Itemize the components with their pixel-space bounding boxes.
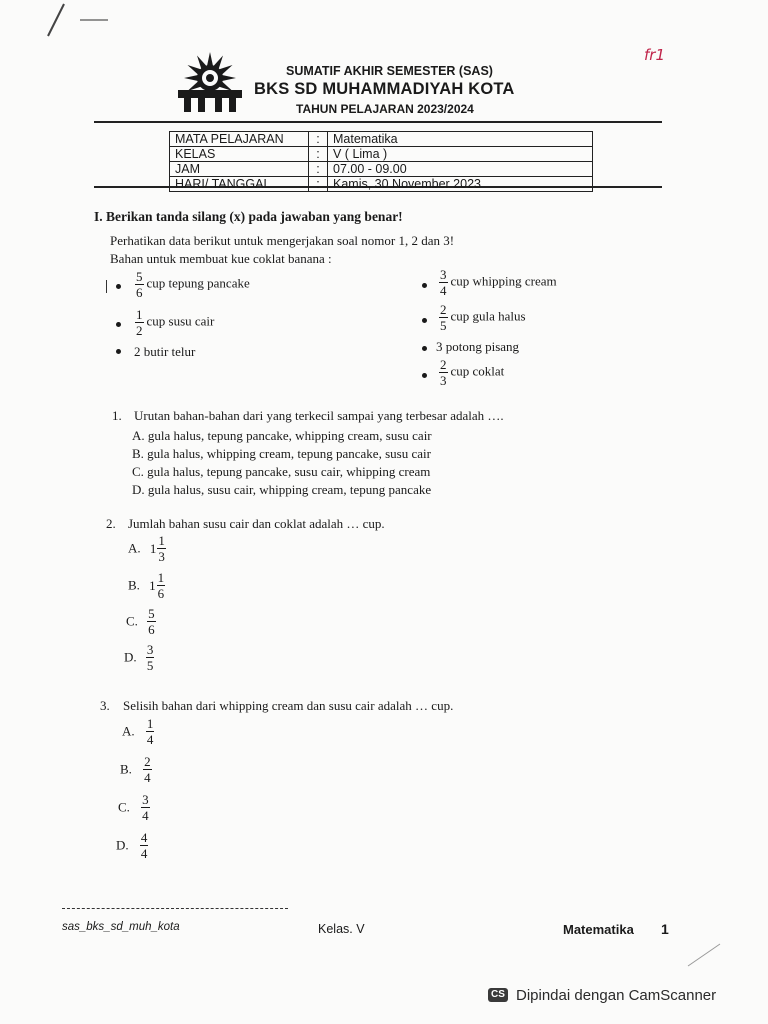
fraction: $\frac{3}{4}$ — [440, 267, 447, 298]
camscanner-watermark — [488, 986, 716, 1004]
fraction: $\frac{5}{6}$ — [148, 606, 155, 637]
question-2-text: Jumlah bahan susu cair dan coklat adalah … cup. — [128, 516, 385, 531]
question-2-number: 2. — [106, 516, 116, 531]
fraction: $\frac{1}{6}$ — [157, 570, 165, 601]
info-value: V ( Lima ) — [328, 147, 593, 162]
info-sep: : — [309, 162, 328, 177]
ingredient-pisang: 3 potong pisang — [436, 339, 520, 354]
section-intro-ingredients: Bahan untuk membuat kue coklat banana : — [110, 251, 332, 266]
watermark-text: Dipindai dengan CamScanner — [516, 986, 717, 1004]
fraction: $\frac{2}{3}$ — [440, 357, 447, 388]
footer-class: Kelas. V — [318, 922, 365, 936]
question-3-number: 3. — [100, 698, 110, 713]
camscanner-logo-icon: CS — [488, 988, 508, 1002]
section-title: I. Berikan tanda silang (x) pada jawaban yang benar! — [94, 209, 403, 224]
exam-info-table — [169, 131, 593, 192]
footer-code: sas_bks_sd_muh_kota — [62, 921, 180, 933]
fraction: $\frac{3}{5}$ — [146, 642, 154, 673]
q2-option-d[interactable]: D. $\frac{3}{5}$ — [124, 642, 154, 673]
q3-option-d[interactable]: D. $\frac{4}{4}$ — [116, 830, 148, 861]
fraction: $\frac{4}{4}$ — [140, 830, 148, 861]
info-row-time — [170, 162, 593, 177]
question-1-text: Urutan bahan-bahan dari yang terkecil sampai yang terbesar adalah …. — [134, 408, 504, 423]
footer-rule — [62, 908, 288, 909]
q1-option-b[interactable]: B. gula halus, whipping cream, tepung pancake, susu cair — [132, 446, 431, 461]
muhammadiyah-logo-icon — [172, 50, 248, 114]
info-sep: : — [309, 147, 328, 162]
ingredient-susu: $\frac{1}{2}$ cup susu cair — [136, 307, 215, 338]
bullet-icon — [116, 284, 121, 289]
q3-option-a[interactable]: A. $\frac{1}{4}$ — [122, 716, 154, 747]
bullet-icon — [422, 283, 427, 288]
handwritten-mark: fr1 — [644, 46, 665, 64]
q1-option-a[interactable]: A. gula halus, tepung pancake, whipping cream, susu cair — [132, 428, 432, 443]
info-value: 07.00 - 09.00 — [328, 162, 593, 177]
pen-mark — [106, 280, 107, 293]
ingredient-gula: $\frac{2}{5}$ cup gula halus — [440, 302, 526, 333]
bullet-icon — [116, 349, 121, 354]
bullet-icon — [116, 322, 121, 327]
info-row-subject — [170, 132, 593, 147]
info-value: Matematika — [328, 132, 593, 147]
info-label: JAM — [170, 162, 309, 177]
info-label: MATA PELAJARAN — [170, 132, 309, 147]
info-sep: : — [309, 177, 328, 192]
q2-option-a[interactable]: A. 1 $\frac{1}{3}$ — [128, 533, 165, 564]
ingredient-tepung: $\frac{5}{6}$ cup tepung pancake — [136, 269, 250, 300]
fraction: $\frac{1}{2}$ — [136, 307, 143, 338]
bullet-icon — [422, 373, 427, 378]
exam-title: SUMATIF AKHIR SEMESTER (SAS) — [286, 64, 493, 78]
ingredient-telur: 2 butir telur — [134, 344, 196, 359]
academic-year: TAHUN PELAJARAN 2023/2024 — [296, 102, 474, 116]
fraction: $\frac{1}{4}$ — [146, 716, 154, 747]
fraction: $\frac{3}{4}$ — [142, 792, 149, 823]
question-1-number: 1. — [112, 408, 122, 423]
info-sep: : — [309, 132, 328, 147]
info-label: HARI/ TANGGAL — [170, 177, 309, 192]
info-value: Kamis, 30 November 2023 — [328, 177, 593, 192]
fraction: $\frac{5}{6}$ — [136, 269, 143, 300]
fraction: $\frac{2}{5}$ — [440, 302, 447, 333]
scan-corner-marks — [680, 940, 730, 970]
q1-option-c[interactable]: C. gula halus, tepung pancake, susu cair, whipping cream — [132, 464, 431, 479]
school-title: BKS SD MUHAMMADIYAH KOTA — [254, 80, 515, 98]
q2-option-c[interactable]: C. $\frac{5}{6}$ — [126, 606, 155, 637]
info-row-date — [170, 177, 593, 192]
section-intro: Perhatikan data berikut untuk mengerjakan soal nomor 1, 2 dan 3! — [110, 233, 455, 248]
footer-subject: Matematika — [563, 922, 634, 937]
page-number: 1 — [661, 921, 669, 937]
info-row-class — [170, 147, 593, 162]
q1-option-d[interactable]: D. gula halus, susu cair, whipping cream, tepung pancake — [132, 482, 432, 497]
header-rule-top — [94, 121, 662, 123]
info-label: KELAS — [170, 147, 309, 162]
scan-corner-marks — [0, 0, 130, 50]
q2-option-b[interactable]: B. 1 $\frac{1}{6}$ — [128, 570, 165, 601]
fraction: $\frac{2}{4}$ — [144, 754, 151, 785]
q3-option-b[interactable]: B. $\frac{2}{4}$ — [120, 754, 151, 785]
ingredient-coklat: $\frac{2}{3}$ cup coklat — [440, 357, 505, 388]
q3-option-c[interactable]: C. $\frac{3}{4}$ — [118, 792, 149, 823]
bullet-icon — [422, 318, 427, 323]
question-3-text: Selisih bahan dari whipping cream dan susu cair adalah … cup. — [123, 698, 454, 713]
bullet-icon — [422, 346, 427, 351]
fraction: $\frac{1}{3}$ — [158, 533, 165, 564]
ingredient-whipping: $\frac{3}{4}$ cup whipping cream — [440, 267, 557, 298]
